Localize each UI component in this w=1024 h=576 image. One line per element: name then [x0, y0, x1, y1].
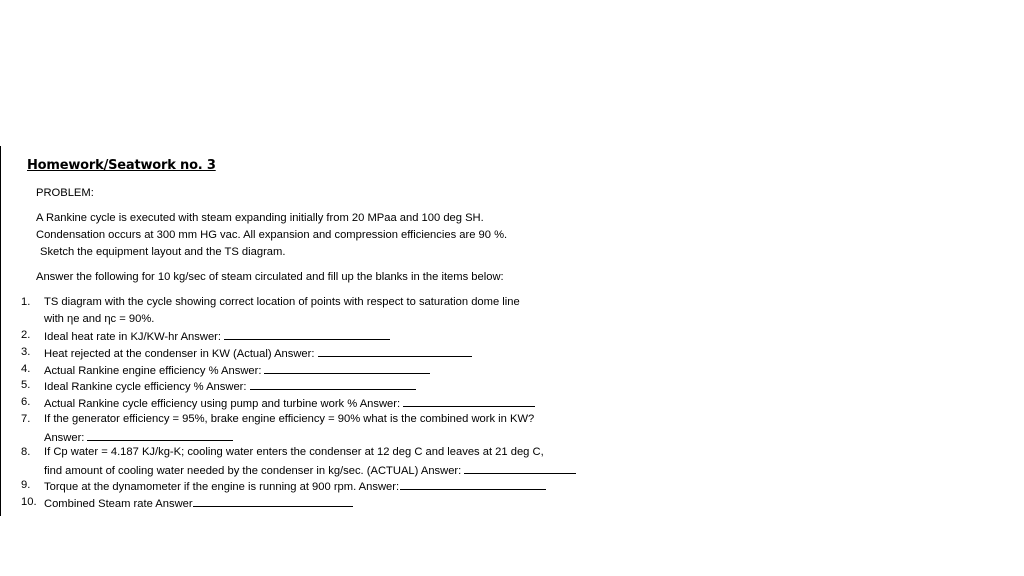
item-4-row — [44, 362, 430, 378]
answer-blank[interactable] — [224, 328, 390, 340]
answer-blank[interactable] — [193, 495, 353, 507]
answer-blank[interactable] — [464, 462, 576, 474]
page-title: Homework/Seatwork no. 3 — [27, 158, 216, 173]
item-8-row-cont — [44, 462, 576, 478]
item-number: 10. — [21, 496, 37, 508]
answer-blank[interactable] — [87, 429, 233, 441]
item-9-row — [44, 478, 546, 494]
item-2-text: Ideal heat rate in KJ/KW-hr Answer: — [44, 331, 222, 343]
item-5-text: Ideal Rankine cycle efficiency % Answer: — [44, 381, 247, 393]
item-6-row — [44, 395, 535, 411]
item-3-text: Heat rejected at the condenser in KW (Actual) Answer: — [44, 348, 315, 360]
item-7-text: If the generator efficiency = 95%, brake engine efficiency = 90% what is the combined work in KW? — [44, 413, 535, 425]
problem-line-1: A Rankine cycle is executed with steam expanding initially from 20 MPaa and 100 deg SH. — [36, 212, 484, 224]
item-number: 8. — [21, 446, 31, 458]
item-7-row-cont — [44, 429, 233, 445]
item-number: 2. — [21, 329, 31, 341]
answer-blank[interactable] — [250, 378, 416, 390]
item-1-text-cont: with ηe and ηc = 90%. — [44, 313, 155, 325]
left-margin-rule — [0, 146, 1, 516]
answer-blank[interactable] — [403, 395, 535, 407]
problem-label: PROBLEM: — [36, 187, 94, 199]
problem-line-3: Sketch the equipment layout and the TS diagram. — [40, 246, 286, 258]
item-10-text: Combined Steam rate Answer — [44, 498, 193, 510]
answer-blank[interactable] — [400, 478, 546, 490]
item-number: 4. — [21, 363, 31, 375]
item-5-row — [44, 378, 416, 394]
item-3-row — [44, 345, 472, 361]
answer-blank[interactable] — [264, 362, 430, 374]
item-7-text-cont: Answer: — [44, 432, 85, 444]
item-number: 7. — [21, 413, 31, 425]
item-6-text: Actual Rankine cycle efficiency using pump and turbine work % Answer: — [44, 398, 401, 410]
item-4-text: Actual Rankine engine efficiency % Answer: — [44, 365, 262, 377]
item-9-text: Torque at the dynamometer if the engine is running at 900 rpm. Answer: — [44, 481, 400, 493]
item-8-text: If Cp water = 4.187 KJ/kg-K; cooling water enters the condenser at 12 deg C and leaves at 21 deg C, — [44, 446, 544, 458]
item-8-text-cont: find amount of cooling water needed by the condenser in kg/sec. (ACTUAL) Answer: — [44, 465, 462, 477]
item-10-row — [44, 495, 353, 511]
instruction-text: Answer the following for 10 kg/sec of steam circulated and fill up the blanks in the items below: — [36, 271, 504, 283]
item-number: 6. — [21, 396, 31, 408]
item-number: 1. — [21, 296, 31, 308]
item-1-text: TS diagram with the cycle showing correct location of points with respect to saturation dome line — [44, 296, 520, 308]
item-2-row — [44, 328, 390, 344]
problem-line-2: Condensation occurs at 300 mm HG vac. All expansion and compression efficiencies are 90 %. — [36, 229, 508, 241]
item-number: 9. — [21, 479, 31, 491]
item-number: 5. — [21, 379, 31, 391]
answer-blank[interactable] — [318, 345, 472, 357]
item-number: 3. — [21, 346, 31, 358]
